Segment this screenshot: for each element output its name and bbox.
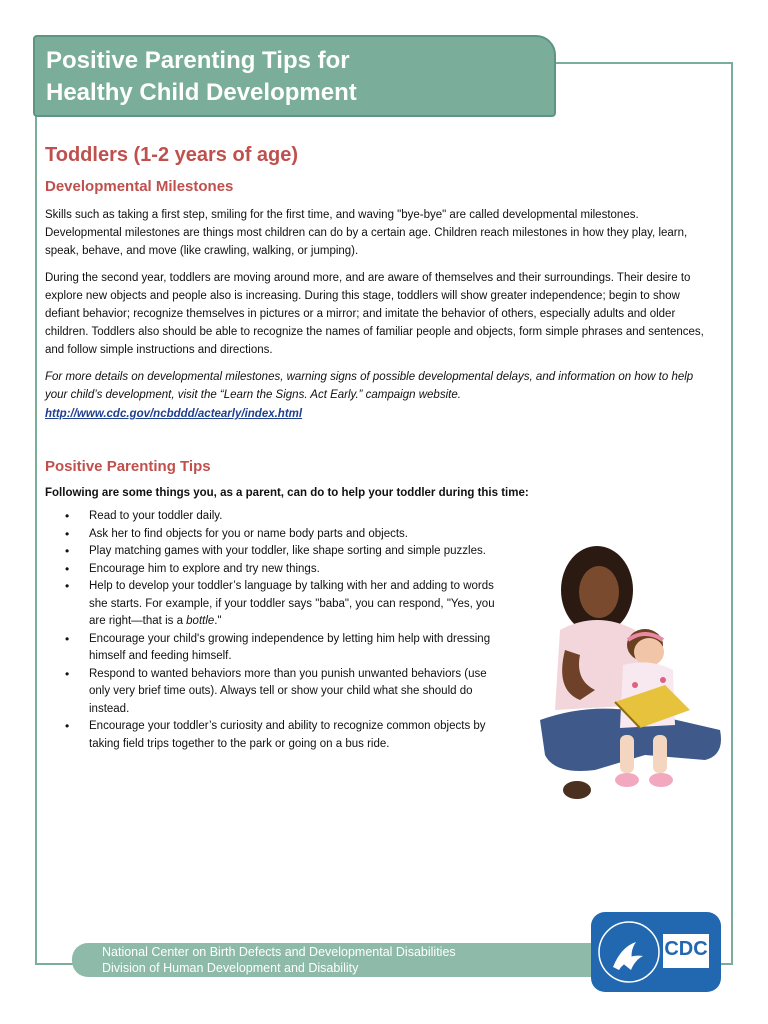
title-line-2: Healthy Child Development	[46, 79, 357, 106]
milestones-paragraph-2: During the second year, toddlers are moving around more, and are aware of themselves and their surroundings. Their desire to explore new objects and people also is increasing. During this stage, toddlers will show greater independence; begin to show defiant behavior; recognize themselves in pictures or a mirror; and imitate the behavior of others, especially adults and older children. Toddlers also should be able to recognize the names of familiar people and objects, form simple phrases and sentences, and follow simple instructions and directions.	[45, 272, 704, 356]
footer-division-name: Division of Human Development and Disability	[102, 961, 359, 975]
cdc-logo	[591, 912, 721, 992]
milestones-paragraph-1: Skills such as taking a first step, smiling for the first time, and waving "bye-bye" are called developmental milestones. Developmental milestones are things most children can do by a certain age. Children reach milestones in how they play, learn, speak, behave, and move (like crawling, walking, or jumping).	[45, 209, 688, 257]
tips-intro: Following are some things you, as a parent, can do to help your toddler during this time:	[45, 487, 529, 499]
list-item: • Play matching games with your toddler, like shape sorting and simple puzzles.	[45, 543, 500, 561]
footer-center-name: National Center on Birth Defects and Developmental Disabilities	[102, 945, 456, 959]
list-item: • Encourage your toddler’s curiosity and ability to recognize common objects by taking field trips together to the park or going on a bus ride.	[45, 718, 500, 753]
list-item: • Respond to wanted behaviors more than you punish unwanted behaviors (use only very brief time outs). Always tell or show your child what she should do instead.	[45, 666, 500, 719]
list-item: • Read to your toddler daily.	[45, 508, 500, 526]
actearly-link[interactable]: http://www.cdc.gov/ncbddd/actearly/index.html	[45, 408, 303, 420]
mother-reading-photo	[535, 540, 725, 820]
list-item: • Encourage him to explore and try new things.	[45, 561, 500, 579]
list-item: • Help to develop your toddler’s language by talking with her and adding to words she starts. For example, if your toddler says "baba", you can respond, "Yes, you are right—that is a bottle."	[45, 578, 500, 631]
more-details-text: For more details on developmental milestones, warning signs of possible developmental delays, and information on how to help your child’s development, visit the “Learn the Signs. Act Early.” campaign website.	[45, 371, 694, 401]
section-title: Toddlers (1-2 years of age)	[45, 144, 299, 166]
footer-bar	[72, 943, 602, 977]
title-banner	[33, 35, 556, 117]
milestones-heading: Developmental Milestones	[45, 178, 234, 195]
page-title	[46, 45, 546, 109]
tips-heading: Positive Parenting Tips	[45, 458, 211, 475]
cdc-logo-text: CDC	[664, 938, 708, 960]
tips-list	[45, 508, 500, 753]
list-item: • Encourage your child's growing independence by letting him help with dressing himself and feeding himself.	[45, 631, 500, 666]
list-item: • Ask her to find objects for you or name body parts and objects.	[45, 526, 500, 544]
title-line-1: Positive Parenting Tips for	[46, 47, 350, 74]
italic-word: bottle	[186, 615, 215, 627]
